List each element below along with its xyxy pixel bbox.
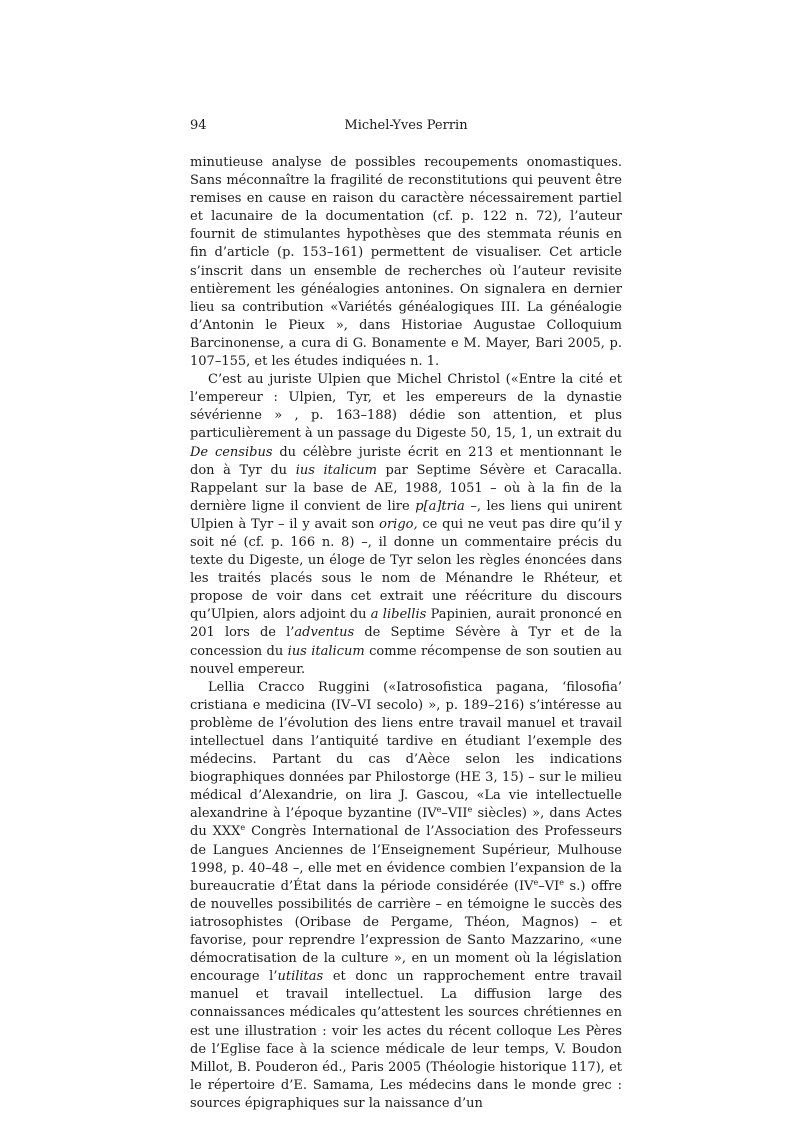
italic-text: a libellis [370, 607, 427, 623]
running-head-author: Michel-Yves Perrin [344, 118, 468, 133]
italic-text: ius italicum [295, 462, 377, 478]
document-page [190, 118, 622, 1113]
paragraph [190, 679, 622, 1113]
italic-text: ius italicum [287, 643, 365, 659]
page-number: 94 [190, 118, 207, 133]
italic-text: utilitas [277, 969, 324, 985]
italic-text: p[a]tria [415, 498, 465, 514]
superscript: e [240, 823, 246, 833]
superscript: e [467, 805, 473, 815]
superscript: e [436, 805, 442, 815]
running-header [190, 118, 622, 140]
paragraph [190, 371, 622, 679]
text-run: minutieuse analyse de possibles recoupements onomastiques. Sans méconnaître la fragilité de reconstitutions qui peuvent être remises en cause en raison du caractère nécessairement partiel et lacunaire de la documentation (cf. p. 122 n. 72), l’auteur fournit de stimulantes hypothèses que des stemmata réunis en fin d’article (p. 153–161) permettent de visualiser. Cet article s’inscrit dans un ensemble de recherches où l’auteur revisite entièrement les généalogies antonines. On signalera en dernier lieu sa contribution «Variétés généalogiques III. La généalogie d’Antonin le Pieux », dans Historiae Augustae Colloquium Barcinonense, a cura di G. Bonamente e M. Mayer, Bari 2005, p. 107–155, et les études indiquées n. 1. [190, 155, 622, 370]
italic-text: adventus [294, 625, 355, 641]
text-run: Papinien, aurait prononcé en 201 lors de l’ [190, 607, 622, 641]
text-run: siècles) », dans Actes du XXX [190, 806, 623, 840]
text-run: s.) offre de nouvelles possibilités de carrière – en témoigne le succès des iatrosophistes (Oribase de Pergame, Théon, Magnos) – et favorise, pour reprendre l’expression de Santo Mazzarino, «une démocratisation de la culture », en un moment où la législation encourage l’ [190, 878, 622, 985]
text-run: C’est au juriste Ulpien que Michel Christol («Entre la cité et l’empereur : Ulpien, Tyr, et les empereurs de la dynastie sévérienne » , p. 163–188) dédie son attention, et plus particulièrement à un passage du Digeste 50, 15, 1, un extrait du [190, 372, 622, 442]
italic-text: De censibus [190, 444, 273, 460]
text-run: par Septime Sévère et Caracalla. Rappelant sur la base de AE, 1988, 1051 – où à la fin de la dernière ligne il convient de lire [190, 462, 623, 514]
italic-text: origo, [379, 516, 418, 532]
text-run: comme récompense de son soutien au nouvel empereur. [190, 643, 622, 677]
text-run: du célèbre juriste écrit en 213 et mentionnant le don à Tyr du [190, 444, 623, 478]
text-run: ce qui ne veut pas dire qu’il y soit né (cf. p. 166 n. 8) –, il donne un commentaire précis du texte du Digeste, un éloge de Tyr selon les règles énoncées dans les traités placés sous le nom de Ménandre le Rhéteur, et propose de voir dans cet extrait une réécriture du discours qu’Ulpien, alors adjoint du [190, 516, 622, 623]
paragraph [190, 154, 622, 371]
superscript: e [559, 877, 564, 887]
text-run: –VI [538, 878, 560, 894]
text-run: et donc un rapprochement entre travail manuel et travail intellectuel. La diffusion large des connaissances médicales qu’attestent les sources chrétiennes en est une illustration : voir les actes du récent colloque Les Pères de l’Eglise face à la science médicale de leur temps, V. Boudon Millot, B. Pouderon éd., Paris 2005 (Théologie historique 117), et le répertoire d’E. Samama, Les médecins dans le monde grec : sources épigraphiques sur la naissance d’un [190, 969, 623, 1111]
superscript: e [533, 877, 539, 887]
text-run: de Septime Sévère à Tyr et de la concession du [190, 625, 623, 659]
text-run: –VII [441, 806, 468, 822]
text-run: –, les liens qui unirent Ulpien à Tyr – il y avait son [190, 498, 622, 532]
text-run: Congrès International de l’Association des Professeurs de Langues Anciennes de l’Enseignement Supérieur, Mulhouse 1998, p. 40–48 –, elle met en évidence combien l’expansion de la bureaucratie d’État dans la période considérée (IV [190, 824, 623, 894]
text-run: Lellia Cracco Ruggini («Iatrosofistica pagana, ‘filosofia’ cristiana e medicina (IV–VI secolo) », p. 189–216) s’intéresse au problème de l’évolution des liens entre travail manuel et travail intellectuel dans l’antiquité tardive en étudiant l’exemple des médecins. Partant du cas d’Aèce selon les indications biographiques données par Philostorge (HE 3, 15) – sur le milieu médical d’Alexandrie, on lira J. Gascou, «La vie intellectuelle alexandrine à l’époque byzantine (IV [190, 679, 622, 822]
body-text [190, 154, 622, 1113]
